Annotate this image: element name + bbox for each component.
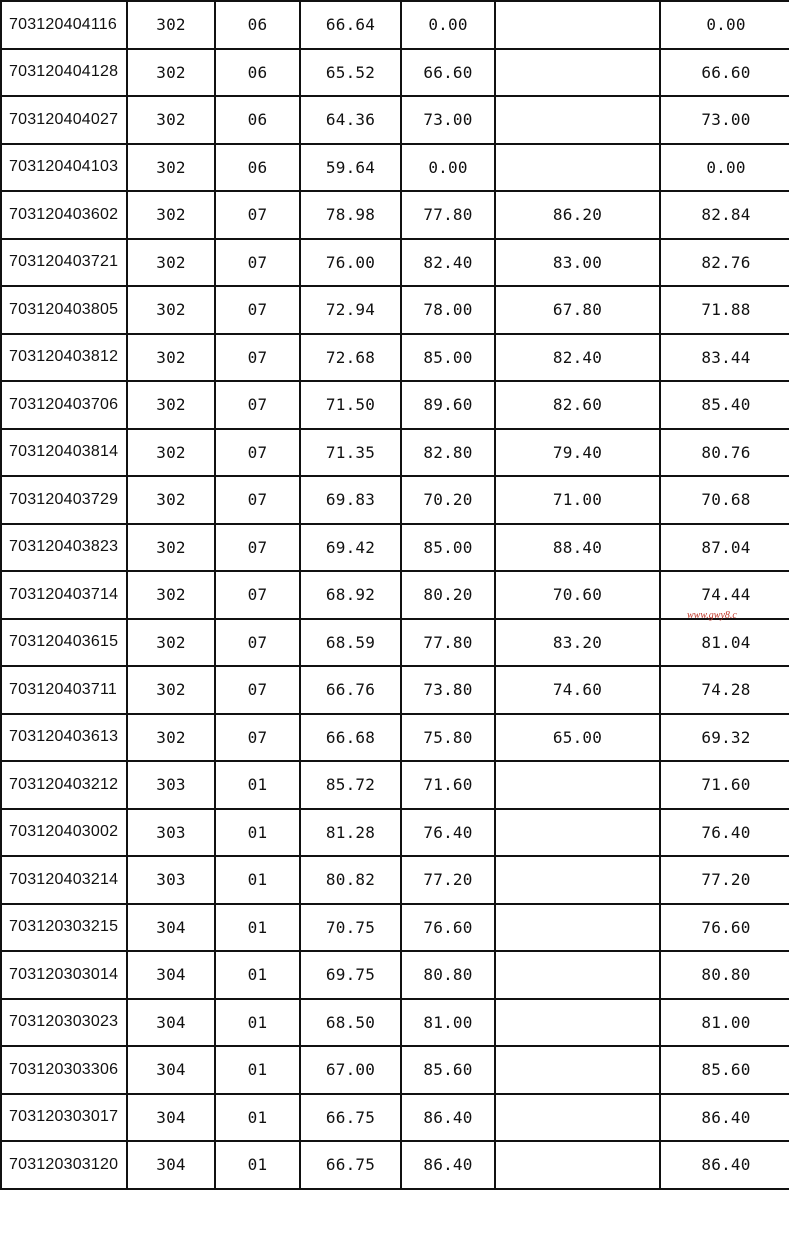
extra-score-cell: 67.80 xyxy=(495,286,660,334)
total-score-cell: 86.40 xyxy=(660,1141,789,1189)
extra-score-cell: 70.60 xyxy=(495,571,660,619)
total-score-cell: 0.00 xyxy=(660,144,789,192)
interview-score-cell: 71.60 xyxy=(401,761,495,809)
candidate-id-cell: 703120303215 xyxy=(1,904,127,952)
table-row xyxy=(1,524,789,572)
position-code-cell: 304 xyxy=(127,1094,215,1142)
extra-score-cell xyxy=(495,856,660,904)
table-row xyxy=(1,809,789,857)
candidate-id-cell: 703120303306 xyxy=(1,1046,127,1094)
total-score-cell: 74.28 xyxy=(660,666,789,714)
sub-code-cell: 07 xyxy=(215,191,300,239)
sub-code-cell: 07 xyxy=(215,714,300,762)
table-row xyxy=(1,429,789,477)
written-score-cell: 66.76 xyxy=(300,666,401,714)
extra-score-cell: 88.40 xyxy=(495,524,660,572)
interview-score-cell: 85.00 xyxy=(401,334,495,382)
table-row xyxy=(1,49,789,97)
written-score-cell: 70.75 xyxy=(300,904,401,952)
sub-code-cell: 01 xyxy=(215,809,300,857)
written-score-cell: 66.75 xyxy=(300,1141,401,1189)
interview-score-cell: 85.00 xyxy=(401,524,495,572)
candidate-id-cell: 703120403706 xyxy=(1,381,127,429)
table-row xyxy=(1,191,789,239)
table-row xyxy=(1,286,789,334)
candidate-id-cell: 703120403721 xyxy=(1,239,127,287)
written-score-cell: 72.68 xyxy=(300,334,401,382)
interview-score-cell: 89.60 xyxy=(401,381,495,429)
position-code-cell: 304 xyxy=(127,951,215,999)
position-code-cell: 302 xyxy=(127,191,215,239)
total-score-cell: 86.40 xyxy=(660,1094,789,1142)
table-row xyxy=(1,666,789,714)
interview-score-cell: 73.80 xyxy=(401,666,495,714)
sub-code-cell: 07 xyxy=(215,476,300,524)
total-score-cell: 87.04 xyxy=(660,524,789,572)
total-score-cell: 0.00 xyxy=(660,1,789,49)
sub-code-cell: 07 xyxy=(215,571,300,619)
interview-score-cell: 77.20 xyxy=(401,856,495,904)
extra-score-cell xyxy=(495,1,660,49)
interview-score-cell: 85.60 xyxy=(401,1046,495,1094)
candidate-id-cell: 703120404027 xyxy=(1,96,127,144)
table-body xyxy=(1,1,789,1189)
candidate-id-cell: 703120303017 xyxy=(1,1094,127,1142)
candidate-id-cell: 703120403711 xyxy=(1,666,127,714)
extra-score-cell: 82.60 xyxy=(495,381,660,429)
extra-score-cell xyxy=(495,1141,660,1189)
extra-score-cell: 83.00 xyxy=(495,239,660,287)
candidate-id-cell: 703120404103 xyxy=(1,144,127,192)
table-row xyxy=(1,334,789,382)
watermark-stamp: www.gwy8.c xyxy=(687,610,737,621)
total-score-cell: 85.60 xyxy=(660,1046,789,1094)
candidate-id-cell: 703120403823 xyxy=(1,524,127,572)
interview-score-cell: 82.80 xyxy=(401,429,495,477)
table-row xyxy=(1,951,789,999)
table-row xyxy=(1,144,789,192)
written-score-cell: 59.64 xyxy=(300,144,401,192)
total-score-cell: 80.80 xyxy=(660,951,789,999)
position-code-cell: 302 xyxy=(127,334,215,382)
position-code-cell: 302 xyxy=(127,476,215,524)
table-row xyxy=(1,619,789,667)
extra-score-cell: 74.60 xyxy=(495,666,660,714)
sub-code-cell: 07 xyxy=(215,381,300,429)
candidate-id-cell: 703120403002 xyxy=(1,809,127,857)
written-score-cell: 66.64 xyxy=(300,1,401,49)
position-code-cell: 302 xyxy=(127,144,215,192)
sub-code-cell: 06 xyxy=(215,96,300,144)
written-score-cell: 69.75 xyxy=(300,951,401,999)
written-score-cell: 65.52 xyxy=(300,49,401,97)
extra-score-cell xyxy=(495,1094,660,1142)
written-score-cell: 71.50 xyxy=(300,381,401,429)
extra-score-cell: 79.40 xyxy=(495,429,660,477)
total-score-cell: 76.60 xyxy=(660,904,789,952)
candidate-id-cell: 703120303120 xyxy=(1,1141,127,1189)
interview-score-cell: 78.00 xyxy=(401,286,495,334)
interview-score-cell: 80.20 xyxy=(401,571,495,619)
sub-code-cell: 07 xyxy=(215,429,300,477)
written-score-cell: 71.35 xyxy=(300,429,401,477)
interview-score-cell: 86.40 xyxy=(401,1094,495,1142)
sub-code-cell: 07 xyxy=(215,619,300,667)
interview-score-cell: 73.00 xyxy=(401,96,495,144)
table-row xyxy=(1,1,789,49)
total-score-cell: 71.88 xyxy=(660,286,789,334)
written-score-cell: 68.59 xyxy=(300,619,401,667)
position-code-cell: 302 xyxy=(127,524,215,572)
extra-score-cell: 82.40 xyxy=(495,334,660,382)
sub-code-cell: 06 xyxy=(215,49,300,97)
position-code-cell: 304 xyxy=(127,999,215,1047)
written-score-cell: 64.36 xyxy=(300,96,401,144)
candidate-id-cell: 703120403212 xyxy=(1,761,127,809)
table-row xyxy=(1,381,789,429)
interview-score-cell: 81.00 xyxy=(401,999,495,1047)
total-score-cell: 77.20 xyxy=(660,856,789,904)
position-code-cell: 304 xyxy=(127,1046,215,1094)
sub-code-cell: 01 xyxy=(215,904,300,952)
candidate-id-cell: 703120303023 xyxy=(1,999,127,1047)
candidate-id-cell: 703120404128 xyxy=(1,49,127,97)
interview-score-cell: 77.80 xyxy=(401,191,495,239)
position-code-cell: 303 xyxy=(127,809,215,857)
total-score-cell: 81.04 xyxy=(660,619,789,667)
sub-code-cell: 01 xyxy=(215,1094,300,1142)
written-score-cell: 68.50 xyxy=(300,999,401,1047)
candidate-id-cell: 703120403602 xyxy=(1,191,127,239)
position-code-cell: 303 xyxy=(127,761,215,809)
position-code-cell: 302 xyxy=(127,714,215,762)
total-score-cell: 73.00 xyxy=(660,96,789,144)
position-code-cell: 302 xyxy=(127,286,215,334)
total-score-cell: 70.68 xyxy=(660,476,789,524)
written-score-cell: 80.82 xyxy=(300,856,401,904)
table-row xyxy=(1,571,789,619)
table-row xyxy=(1,999,789,1047)
interview-score-cell: 86.40 xyxy=(401,1141,495,1189)
table-row xyxy=(1,476,789,524)
position-code-cell: 302 xyxy=(127,49,215,97)
candidate-id-cell: 703120403714 xyxy=(1,571,127,619)
position-code-cell: 302 xyxy=(127,381,215,429)
written-score-cell: 76.00 xyxy=(300,239,401,287)
sub-code-cell: 01 xyxy=(215,999,300,1047)
candidate-id-cell: 703120403729 xyxy=(1,476,127,524)
position-code-cell: 302 xyxy=(127,666,215,714)
written-score-cell: 66.68 xyxy=(300,714,401,762)
total-score-cell: 80.76 xyxy=(660,429,789,477)
interview-score-cell: 0.00 xyxy=(401,1,495,49)
written-score-cell: 85.72 xyxy=(300,761,401,809)
extra-score-cell: 86.20 xyxy=(495,191,660,239)
sub-code-cell: 01 xyxy=(215,951,300,999)
interview-score-cell: 0.00 xyxy=(401,144,495,192)
extra-score-cell: 65.00 xyxy=(495,714,660,762)
written-score-cell: 68.92 xyxy=(300,571,401,619)
total-score-cell: 71.60 xyxy=(660,761,789,809)
position-code-cell: 302 xyxy=(127,429,215,477)
interview-score-cell: 70.20 xyxy=(401,476,495,524)
sub-code-cell: 01 xyxy=(215,1141,300,1189)
written-score-cell: 67.00 xyxy=(300,1046,401,1094)
extra-score-cell xyxy=(495,144,660,192)
candidate-id-cell: 703120403805 xyxy=(1,286,127,334)
total-score-cell: 76.40 xyxy=(660,809,789,857)
position-code-cell: 302 xyxy=(127,96,215,144)
position-code-cell: 304 xyxy=(127,1141,215,1189)
extra-score-cell xyxy=(495,761,660,809)
total-score-cell: 66.60 xyxy=(660,49,789,97)
table-row xyxy=(1,714,789,762)
extra-score-cell xyxy=(495,49,660,97)
extra-score-cell xyxy=(495,1046,660,1094)
position-code-cell: 304 xyxy=(127,904,215,952)
total-score-cell: 69.32 xyxy=(660,714,789,762)
table-row xyxy=(1,904,789,952)
interview-score-cell: 80.80 xyxy=(401,951,495,999)
total-score-cell: 81.00 xyxy=(660,999,789,1047)
extra-score-cell xyxy=(495,951,660,999)
interview-score-cell: 75.80 xyxy=(401,714,495,762)
position-code-cell: 302 xyxy=(127,239,215,287)
candidate-id-cell: 703120403214 xyxy=(1,856,127,904)
table-row xyxy=(1,1094,789,1142)
written-score-cell: 69.42 xyxy=(300,524,401,572)
sub-code-cell: 07 xyxy=(215,286,300,334)
extra-score-cell: 83.20 xyxy=(495,619,660,667)
extra-score-cell xyxy=(495,809,660,857)
total-score-cell: 82.84 xyxy=(660,191,789,239)
written-score-cell: 69.83 xyxy=(300,476,401,524)
table-row xyxy=(1,96,789,144)
candidate-id-cell: 703120403814 xyxy=(1,429,127,477)
extra-score-cell: 71.00 xyxy=(495,476,660,524)
candidate-id-cell: 703120303014 xyxy=(1,951,127,999)
candidate-id-cell: 703120403613 xyxy=(1,714,127,762)
position-code-cell: 302 xyxy=(127,1,215,49)
extra-score-cell xyxy=(495,904,660,952)
table-row xyxy=(1,1141,789,1189)
table-row xyxy=(1,239,789,287)
sub-code-cell: 07 xyxy=(215,524,300,572)
written-score-cell: 81.28 xyxy=(300,809,401,857)
interview-score-cell: 76.60 xyxy=(401,904,495,952)
total-score-cell: 74.44 xyxy=(660,571,789,619)
position-code-cell: 302 xyxy=(127,619,215,667)
extra-score-cell xyxy=(495,96,660,144)
table-row xyxy=(1,856,789,904)
interview-score-cell: 82.40 xyxy=(401,239,495,287)
interview-score-cell: 76.40 xyxy=(401,809,495,857)
sub-code-cell: 01 xyxy=(215,761,300,809)
written-score-cell: 66.75 xyxy=(300,1094,401,1142)
table-row xyxy=(1,761,789,809)
candidate-id-cell: 703120403812 xyxy=(1,334,127,382)
written-score-cell: 72.94 xyxy=(300,286,401,334)
interview-score-cell: 66.60 xyxy=(401,49,495,97)
sub-code-cell: 01 xyxy=(215,1046,300,1094)
sub-code-cell: 01 xyxy=(215,856,300,904)
sub-code-cell: 06 xyxy=(215,1,300,49)
total-score-cell: 82.76 xyxy=(660,239,789,287)
position-code-cell: 303 xyxy=(127,856,215,904)
interview-score-cell: 77.80 xyxy=(401,619,495,667)
sub-code-cell: 06 xyxy=(215,144,300,192)
table-row xyxy=(1,1046,789,1094)
position-code-cell: 302 xyxy=(127,571,215,619)
total-score-cell: 83.44 xyxy=(660,334,789,382)
extra-score-cell xyxy=(495,999,660,1047)
sub-code-cell: 07 xyxy=(215,239,300,287)
candidate-id-cell: 703120403615 xyxy=(1,619,127,667)
candidate-id-cell: 703120404116 xyxy=(1,1,127,49)
sub-code-cell: 07 xyxy=(215,334,300,382)
written-score-cell: 78.98 xyxy=(300,191,401,239)
sub-code-cell: 07 xyxy=(215,666,300,714)
total-score-cell: 85.40 xyxy=(660,381,789,429)
